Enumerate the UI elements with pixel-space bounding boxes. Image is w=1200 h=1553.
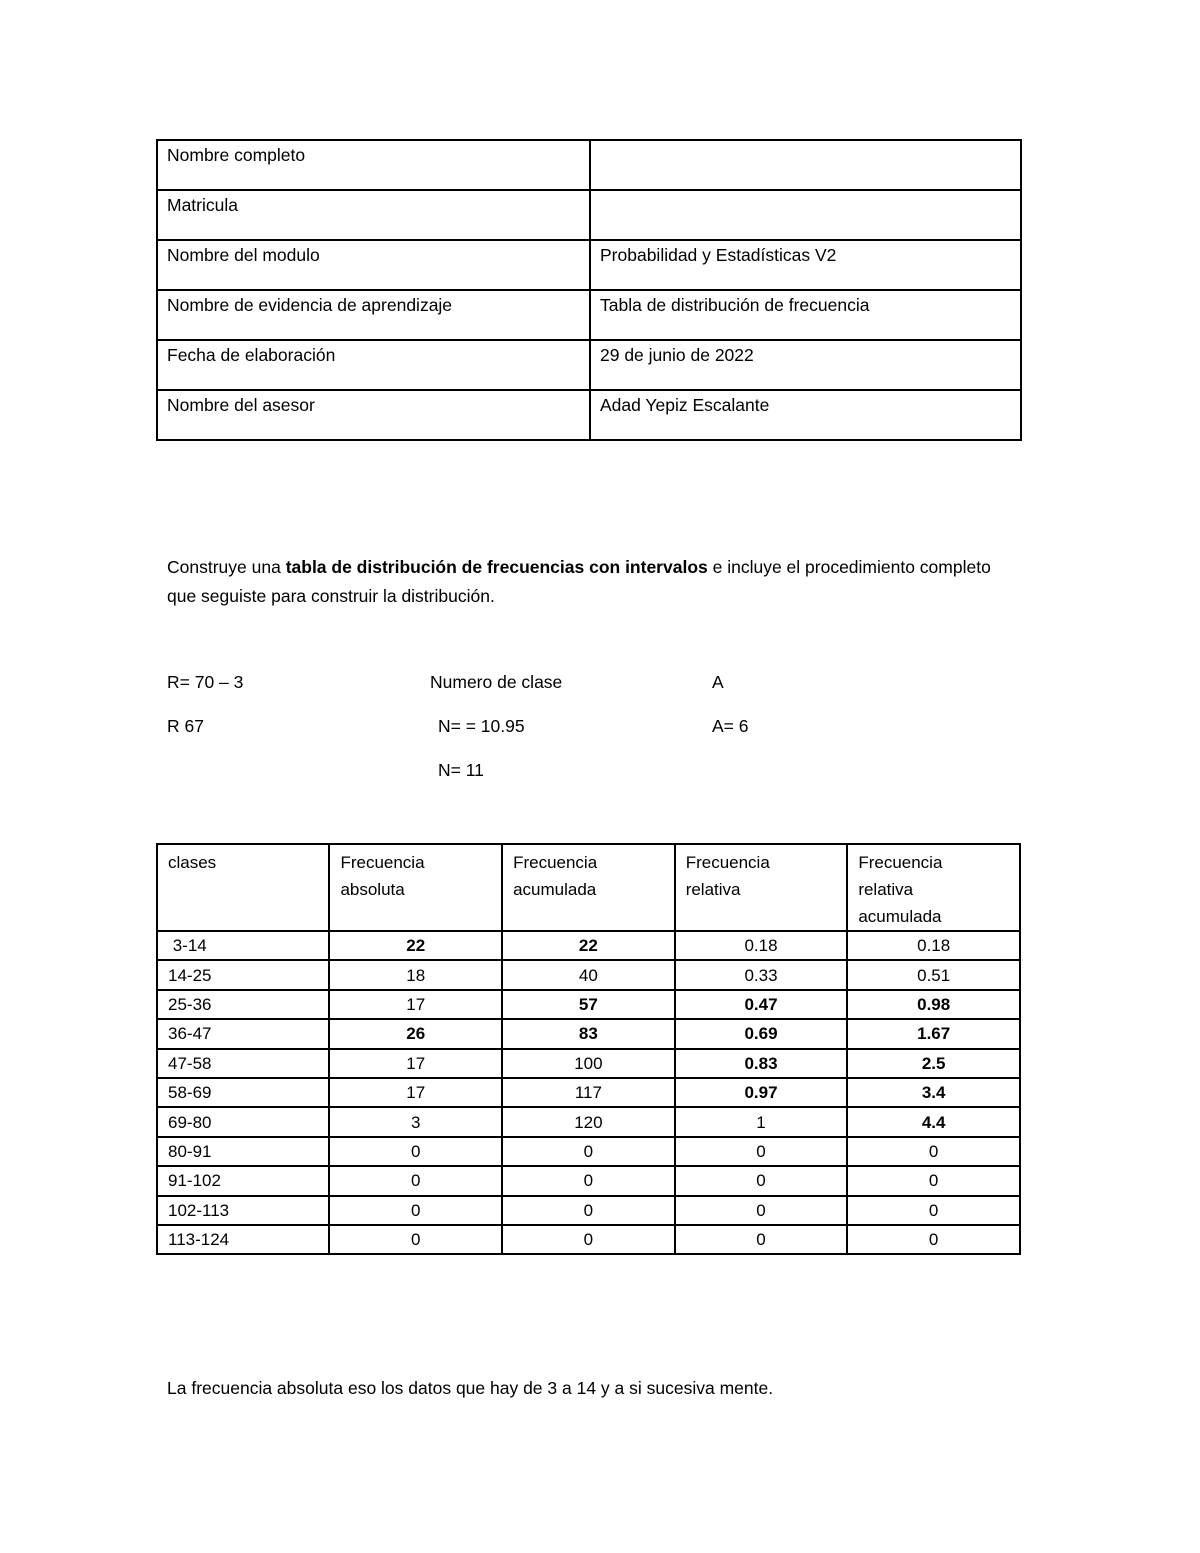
- info-label: Nombre de evidencia de aprendizaje: [157, 290, 590, 340]
- info-row: [157, 340, 1021, 390]
- table-cell: 58-69: [157, 1078, 329, 1107]
- range-formula: R= 70 – 3: [167, 672, 244, 692]
- table-cell: 0: [847, 1225, 1020, 1254]
- table-cell: 0: [675, 1225, 848, 1254]
- instructions-part2: e incluye el procedimiento completo que seguiste para construir la distribución.: [167, 557, 991, 606]
- info-row: [157, 290, 1021, 340]
- table-header-row: [157, 844, 1020, 931]
- table-cell: 0: [329, 1137, 502, 1166]
- table-cell: 3: [329, 1107, 502, 1136]
- table-row: [157, 1019, 1020, 1048]
- header-text: relativa: [685, 880, 741, 899]
- table-row: [157, 1107, 1020, 1136]
- table-cell: 3-14: [157, 931, 329, 960]
- info-label: Matricula: [157, 190, 590, 240]
- table-cell: 17: [329, 1049, 502, 1078]
- table-body: [157, 931, 1020, 1254]
- table-cell: 47-58: [157, 1049, 329, 1078]
- info-label: Fecha de elaboración: [157, 340, 590, 390]
- info-value: [590, 190, 1021, 240]
- table-row: [157, 1137, 1020, 1166]
- info-value: [590, 140, 1021, 190]
- table-cell: 0: [847, 1137, 1020, 1166]
- header-text: Frecuencia: [685, 853, 770, 872]
- table-cell: 0.33: [675, 960, 848, 989]
- table-cell: 0: [329, 1225, 502, 1254]
- range-result: R 67: [167, 716, 204, 736]
- info-value: Adad Yepiz Escalante: [590, 390, 1021, 440]
- table-cell: 0.69: [675, 1019, 848, 1048]
- table-cell: 102-113: [157, 1196, 329, 1225]
- student-info-table: [156, 139, 1022, 441]
- table-cell: 0: [329, 1166, 502, 1195]
- table-cell: 0: [502, 1137, 675, 1166]
- table-cell: 0: [329, 1196, 502, 1225]
- header-text: clases: [168, 853, 217, 872]
- table-cell: 18: [329, 960, 502, 989]
- table-cell: 0: [502, 1196, 675, 1225]
- table-cell: 0.51: [847, 960, 1020, 989]
- header-frecuencia-absoluta: [329, 844, 502, 931]
- header-frecuencia-relativa-acumulada: [847, 844, 1020, 931]
- info-value: Probabilidad y Estadísticas V2: [590, 240, 1021, 290]
- info-value: Tabla de distribución de frecuencia: [590, 290, 1021, 340]
- table-cell: 0: [675, 1196, 848, 1225]
- table-cell: 36-47: [157, 1019, 329, 1048]
- table-cell: 14-25: [157, 960, 329, 989]
- table-cell: 17: [329, 990, 502, 1019]
- table-cell: 0: [502, 1225, 675, 1254]
- info-row: [157, 190, 1021, 240]
- table-cell: 100: [502, 1049, 675, 1078]
- class-number-formula: N= = 10.95: [438, 716, 525, 736]
- table-row: [157, 960, 1020, 989]
- instructions-part1: Construye una: [167, 557, 286, 577]
- table-row: [157, 990, 1020, 1019]
- table-cell: 0.97: [675, 1078, 848, 1107]
- table-cell: 0.18: [675, 931, 848, 960]
- table-cell: 0: [675, 1137, 848, 1166]
- header-text: acumulada: [513, 880, 597, 899]
- table-row: [157, 1196, 1020, 1225]
- info-label: Nombre completo: [157, 140, 590, 190]
- table-cell: 4.4: [847, 1107, 1020, 1136]
- instructions-paragraph: [167, 553, 1007, 611]
- frequency-distribution-table: [156, 843, 1021, 1255]
- info-row: [157, 240, 1021, 290]
- table-cell: 0: [675, 1166, 848, 1195]
- table-cell: 0.98: [847, 990, 1020, 1019]
- table-cell: 0: [847, 1166, 1020, 1195]
- table-row: [157, 1049, 1020, 1078]
- table-cell: 0: [847, 1196, 1020, 1225]
- info-value: 29 de junio de 2022: [590, 340, 1021, 390]
- table-row: [157, 1078, 1020, 1107]
- table-cell: 113-124: [157, 1225, 329, 1254]
- table-cell: 0.18: [847, 931, 1020, 960]
- table-cell: 25-36: [157, 990, 329, 1019]
- table-cell: 0.47: [675, 990, 848, 1019]
- instructions-bold: tabla de distribución de frecuencias con intervalos: [285, 557, 708, 577]
- table-cell: 26: [329, 1019, 502, 1048]
- info-label: Nombre del modulo: [157, 240, 590, 290]
- table-cell: 1.67: [847, 1019, 1020, 1048]
- header-text: acumulada: [858, 907, 942, 926]
- header-frecuencia-acumulada: [502, 844, 675, 931]
- table-cell: 57: [502, 990, 675, 1019]
- table-cell: 1: [675, 1107, 848, 1136]
- table-cell: 17: [329, 1078, 502, 1107]
- table-cell: 22: [329, 931, 502, 960]
- info-row: [157, 390, 1021, 440]
- header-text: relativa: [858, 880, 914, 899]
- table-row: [157, 1166, 1020, 1195]
- class-number-result: N= 11: [438, 760, 484, 780]
- conclusion-text: La frecuencia absoluta eso los datos que hay de 3 a 14 y a si sucesiva mente.: [167, 1378, 774, 1398]
- table-cell: 3.4: [847, 1078, 1020, 1107]
- table-row: [157, 931, 1020, 960]
- header-text: Frecuencia: [513, 853, 598, 872]
- info-label: Nombre del asesor: [157, 390, 590, 440]
- table-cell: 0.83: [675, 1049, 848, 1078]
- amplitude-result: A= 6: [712, 716, 749, 736]
- info-row: [157, 140, 1021, 190]
- header-text: absoluta: [340, 880, 405, 899]
- table-cell: 2.5: [847, 1049, 1020, 1078]
- header-frecuencia-relativa: [675, 844, 848, 931]
- table-row: [157, 1225, 1020, 1254]
- table-cell: 0: [502, 1166, 675, 1195]
- amplitude-title: A: [712, 672, 724, 692]
- table-cell: 117: [502, 1078, 675, 1107]
- header-clases: [157, 844, 329, 931]
- table-cell: 91-102: [157, 1166, 329, 1195]
- table-cell: 80-91: [157, 1137, 329, 1166]
- class-number-title: Numero de clase: [430, 672, 563, 692]
- table-cell: 40: [502, 960, 675, 989]
- table-cell: 22: [502, 931, 675, 960]
- table-cell: 83: [502, 1019, 675, 1048]
- table-cell: 69-80: [157, 1107, 329, 1136]
- header-text: Frecuencia: [340, 853, 425, 872]
- table-cell: 120: [502, 1107, 675, 1136]
- header-text: Frecuencia: [858, 853, 943, 872]
